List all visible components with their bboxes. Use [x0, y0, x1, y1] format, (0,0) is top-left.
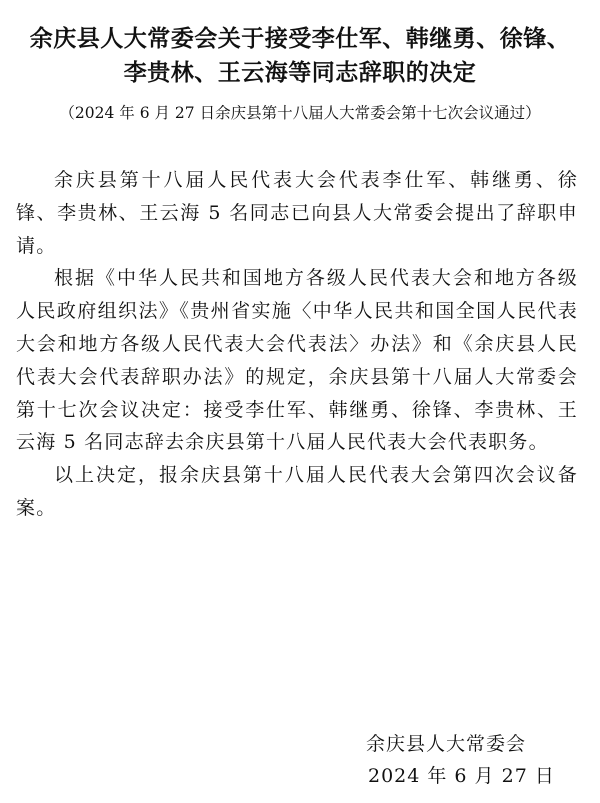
document-subtitle: （2024 年 6 月 27 日余庆县第十八届人大常委会第十七次会议通过）: [59, 104, 541, 122]
title-line-1: 余庆县人大常委会关于接受李仕军、韩继勇、徐锋、: [29, 26, 571, 52]
document-body: [16, 164, 578, 525]
paragraph-legal-basis: 根据《中华人民共和国地方各级人民代表大会和地方各级人民政府组织法》《贵州省实施〈中华人民共和国全国人民代表大会和地方各级人民代表大会代表法〉办法》和《余庆县人民代表大会代表辞职办法》的规定，余庆县第十八届人大常委会第十七次会议决定：接受李仕军、韩继勇、徐锋、李贵林、王云海 5 名同志辞去余庆县第十八届人民代表大会代表职务。: [16, 267, 578, 454]
signature-date: 2024 年 6 月 27 日: [368, 765, 555, 787]
paragraph-filing: 以上决定，报余庆县第十八届人民代表大会第四次会议备案。: [16, 464, 578, 519]
document-title: [10, 22, 590, 90]
title-line-2: 李贵林、王云海等同志辞职的决定: [123, 60, 477, 86]
paragraph-resignation-notice: 余庆县第十八届人民代表大会代表李仕军、韩继勇、徐锋、李贵林、王云海 5 名同志已向县人大常委会提出了辞职申请。: [16, 169, 578, 257]
signature-organization: 余庆县人大常委会: [366, 733, 527, 755]
